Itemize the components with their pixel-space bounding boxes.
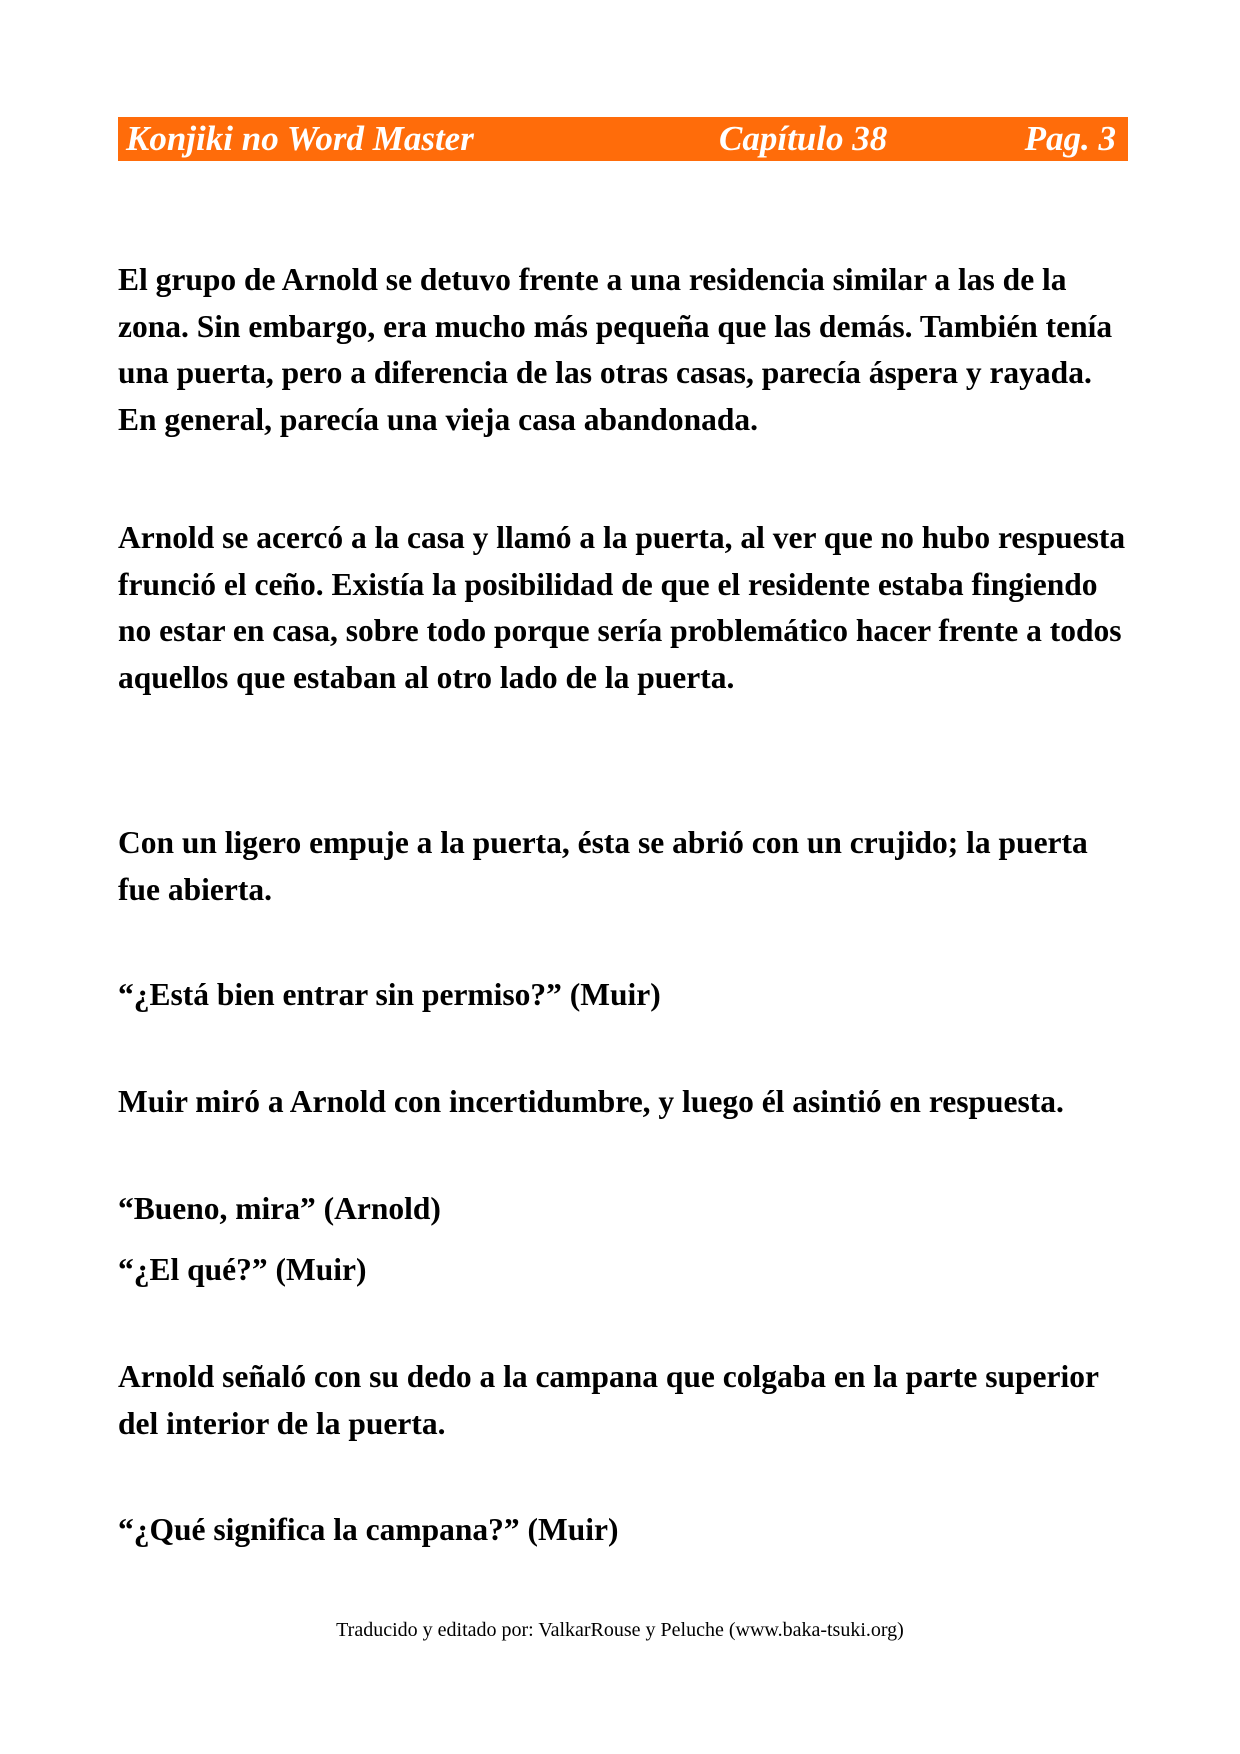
paragraph: Muir miró a Arnold con incertidumbre, y luego él asintió en respuesta.	[118, 1084, 1064, 1119]
paragraph: Arnold señaló con su dedo a la campana que colgaba en la parte superior del interior de la puerta.	[118, 1359, 1099, 1441]
paragraph: El grupo de Arnold se detuvo frente a una residencia similar a las de la zona. Sin embargo, era mucho más pequeña que las demás. También tenía una puerta, pero a diferencia de las otras casas, parecía áspera y rayada. En general, parecía una vieja casa abandonada.	[118, 262, 1113, 437]
page-number: Pag. 3	[1024, 119, 1116, 158]
dialogue-line: “¿Qué significa la campana?” (Muir)	[118, 1512, 619, 1547]
dialogue-line: “Bueno, mira” (Arnold)	[118, 1191, 441, 1226]
dialogue-line: “¿El qué?” (Muir)	[118, 1252, 367, 1287]
paragraph: Arnold se acercó a la casa y llamó a la puerta, al ver que no hubo respuesta frunció el ceño. Existía la posibilidad de que el residente estaba fingiendo no estar en casa, sobre todo porque sería problemático hacer frente a todos aquellos que estaban al otro lado de la puerta.	[118, 520, 1126, 695]
page-header	[118, 117, 1128, 161]
chapter-label: Capítulo 38	[719, 119, 888, 158]
dialogue-line: “¿Está bien entrar sin permiso?” (Muir)	[118, 977, 661, 1012]
paragraph: Con un ligero empuje a la puerta, ésta se abrió con un crujido; la puerta fue abierta.	[118, 825, 1088, 907]
book-title: Konjiki no Word Master	[126, 119, 474, 158]
translation-credits: Traducido y editado por: ValkarRouse y Peluche (www.baka-tsuki.org)	[336, 1619, 904, 1641]
